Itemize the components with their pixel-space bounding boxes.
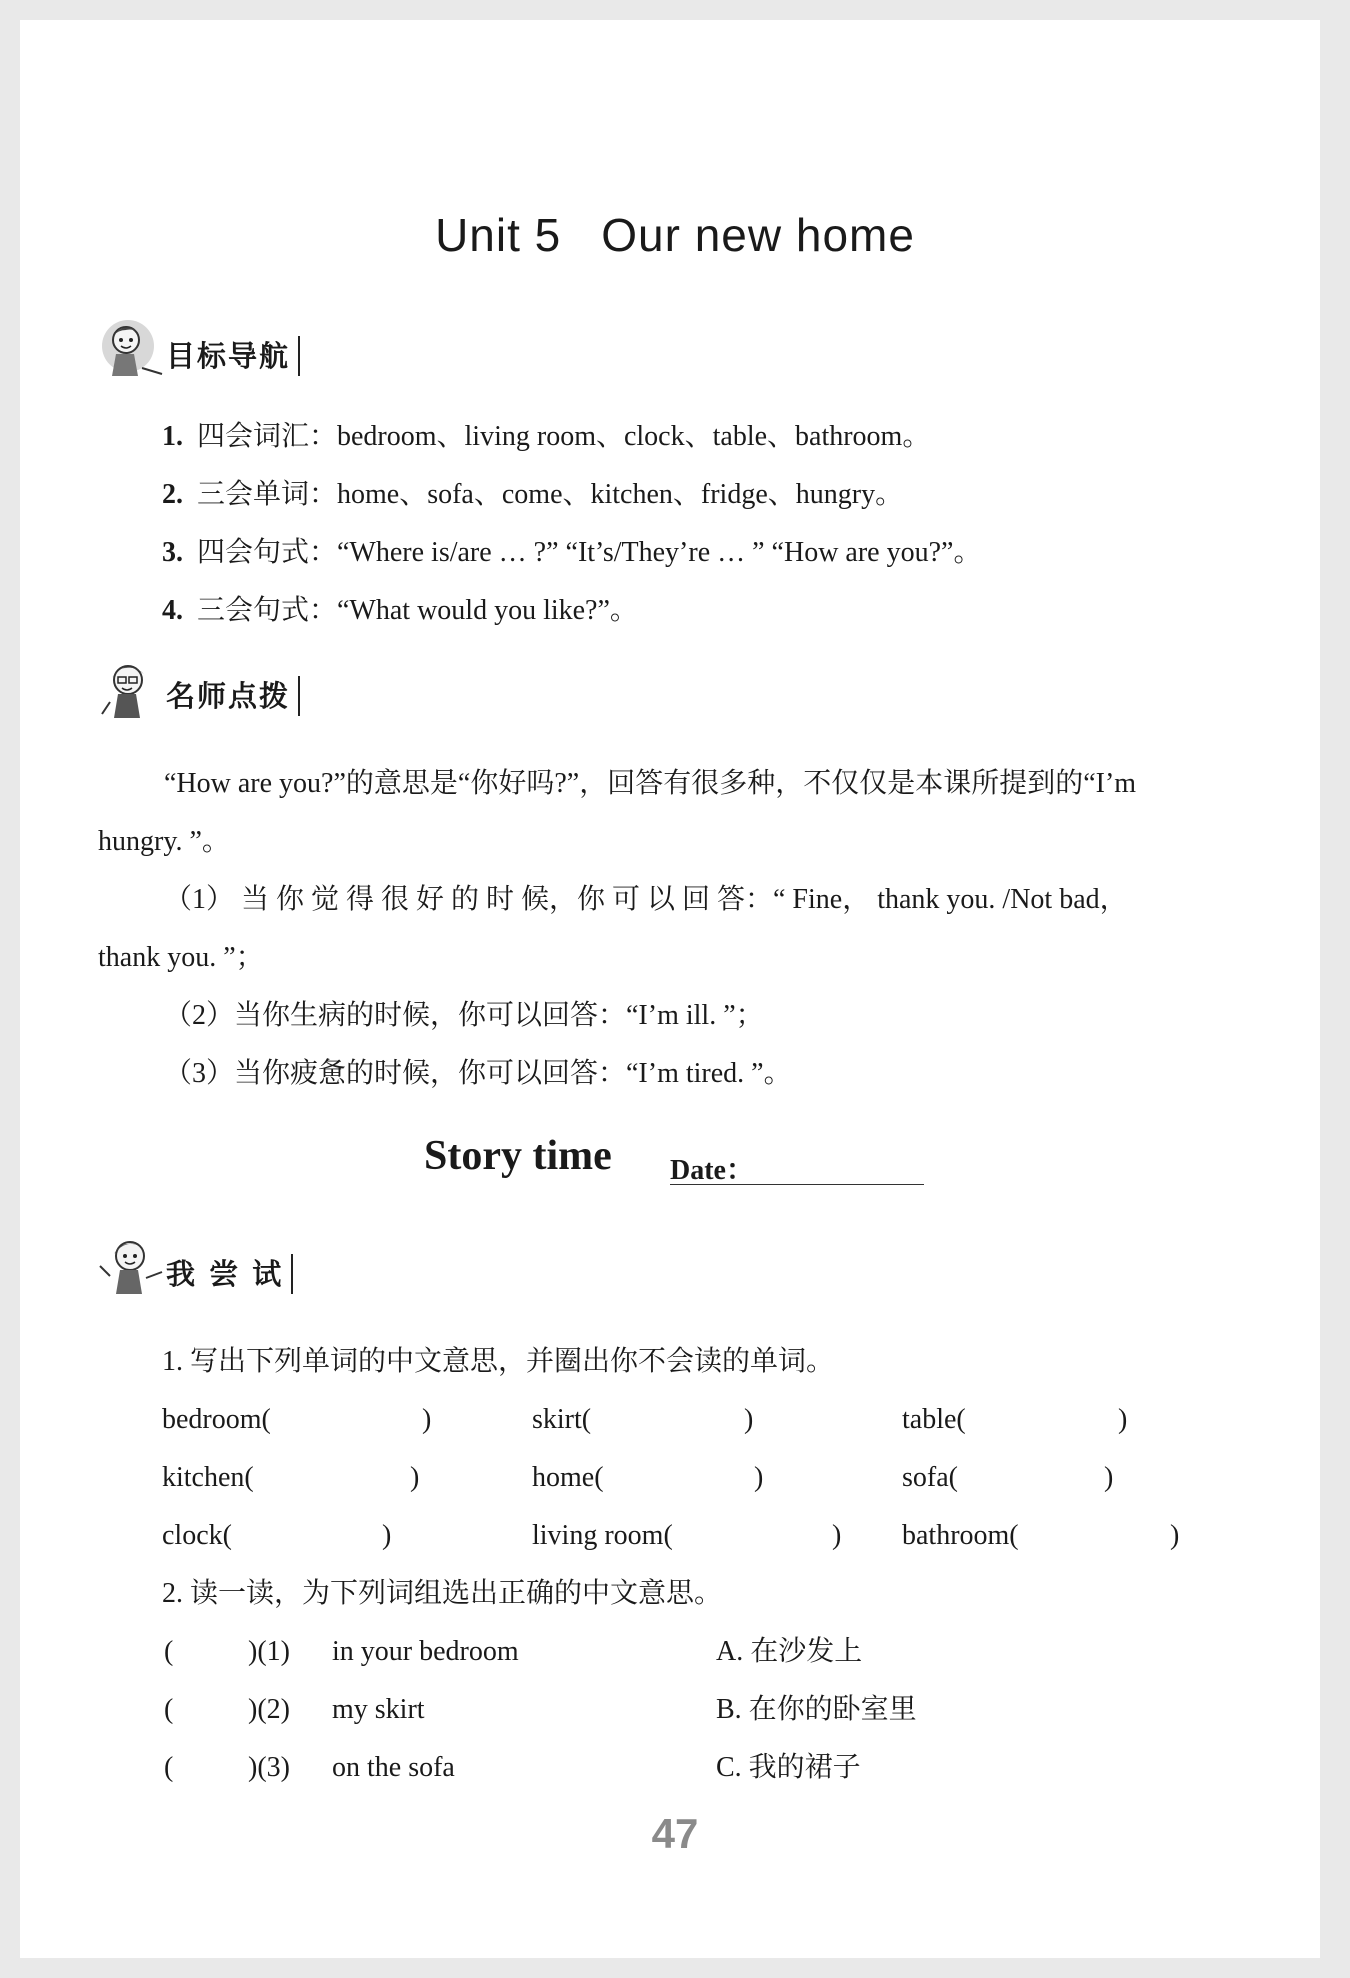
exercise-2-instruction: 2. 读一读，为下列词组选出正确的中文意思。	[162, 1578, 723, 1609]
match-phrase: my skirt	[332, 1694, 425, 1725]
match-phrase: in your bedroom	[332, 1636, 519, 1667]
answer-blank[interactable]: )	[754, 1462, 764, 1493]
word-item: home(	[532, 1462, 604, 1493]
page	[20, 20, 1320, 1958]
tips-heading	[98, 658, 358, 718]
word-item: kitchen(	[162, 1462, 254, 1493]
goals-heading	[98, 318, 358, 378]
tips-heading-label: 名师点拨	[166, 676, 300, 716]
tips-intro-line1: “How are you?”的意思是“你好吗?”，回答有很多种，不仅仅是本课所提到的“I’m	[164, 768, 1137, 799]
word-item: clock(	[162, 1520, 232, 1551]
tips-point1-line1: （1） 当 你 觉 得 很 好 的 时 候，你 可 以 回 答：“ Fine， thank you. /Not bad，	[164, 884, 1128, 915]
try-heading-label: 我 尝 试	[166, 1254, 293, 1294]
tips-point2: （2）当你生病的时候，你可以回答：“I’m ill. ”；	[164, 1000, 764, 1031]
match-phrase: on the sofa	[332, 1752, 455, 1783]
answer-blank[interactable]: )	[1104, 1462, 1114, 1493]
tips-point1-line2: thank you. ”；	[98, 942, 264, 973]
match-number: )(1)	[248, 1636, 290, 1667]
match-option: A. 在沙发上	[716, 1636, 863, 1667]
date-label: Date：	[670, 1155, 754, 1186]
answer-blank[interactable]: )	[744, 1404, 754, 1435]
match-number: )(3)	[248, 1752, 290, 1783]
goal-item: 3. 四会句式：“Where is/are … ?” “It’s/They’re … ” “How are you?”。	[162, 537, 982, 568]
word-item: skirt(	[532, 1404, 592, 1435]
match-blank-open[interactable]: (	[164, 1694, 174, 1725]
unit-number: Unit 5	[435, 209, 562, 261]
story-time-title: Story time	[424, 1133, 612, 1179]
word-item: table(	[902, 1404, 966, 1435]
unit-title	[0, 208, 1350, 262]
try-heading	[98, 1236, 358, 1296]
goals-heading-label: 目标导航	[166, 336, 300, 376]
answer-blank[interactable]: )	[1118, 1404, 1128, 1435]
word-item: bedroom(	[162, 1404, 271, 1435]
match-blank-open[interactable]: (	[164, 1752, 174, 1783]
match-number: )(2)	[248, 1694, 290, 1725]
match-option: B. 在你的卧室里	[716, 1694, 917, 1725]
page-number: 47	[651, 1810, 699, 1857]
tips-intro-line2: hungry. ”。	[98, 826, 230, 857]
tips-point3: （3）当你疲惫的时候，你可以回答：“I’m tired. ”。	[164, 1058, 792, 1089]
exercise-1-instruction: 1. 写出下列单词的中文意思，并圈出你不会读的单词。	[162, 1346, 835, 1377]
goal-item: 1. 四会词汇：bedroom、living room、clock、table、bathroom。	[162, 421, 931, 452]
goal-item: 4. 三会句式：“What would you like?”。	[162, 595, 638, 626]
word-item: bathroom(	[902, 1520, 1019, 1551]
girl-mascot-icon	[98, 1236, 168, 1300]
answer-blank[interactable]: )	[832, 1520, 842, 1551]
word-item: sofa(	[902, 1462, 958, 1493]
answer-blank[interactable]: )	[422, 1404, 432, 1435]
goal-item: 2. 三会单词：home、sofa、come、kitchen、fridge、hungry。	[162, 479, 904, 510]
match-option: C. 我的裙子	[716, 1752, 861, 1783]
answer-blank[interactable]: )	[410, 1462, 420, 1493]
answer-blank[interactable]: )	[382, 1520, 392, 1551]
date-blank[interactable]	[670, 1184, 924, 1185]
match-blank-open[interactable]: (	[164, 1636, 174, 1667]
word-item: living room(	[532, 1520, 673, 1551]
girl-mascot-icon	[98, 658, 168, 722]
unit-name: Our new home	[601, 209, 915, 261]
answer-blank[interactable]: )	[1170, 1520, 1180, 1551]
girl-mascot-icon	[98, 318, 168, 382]
